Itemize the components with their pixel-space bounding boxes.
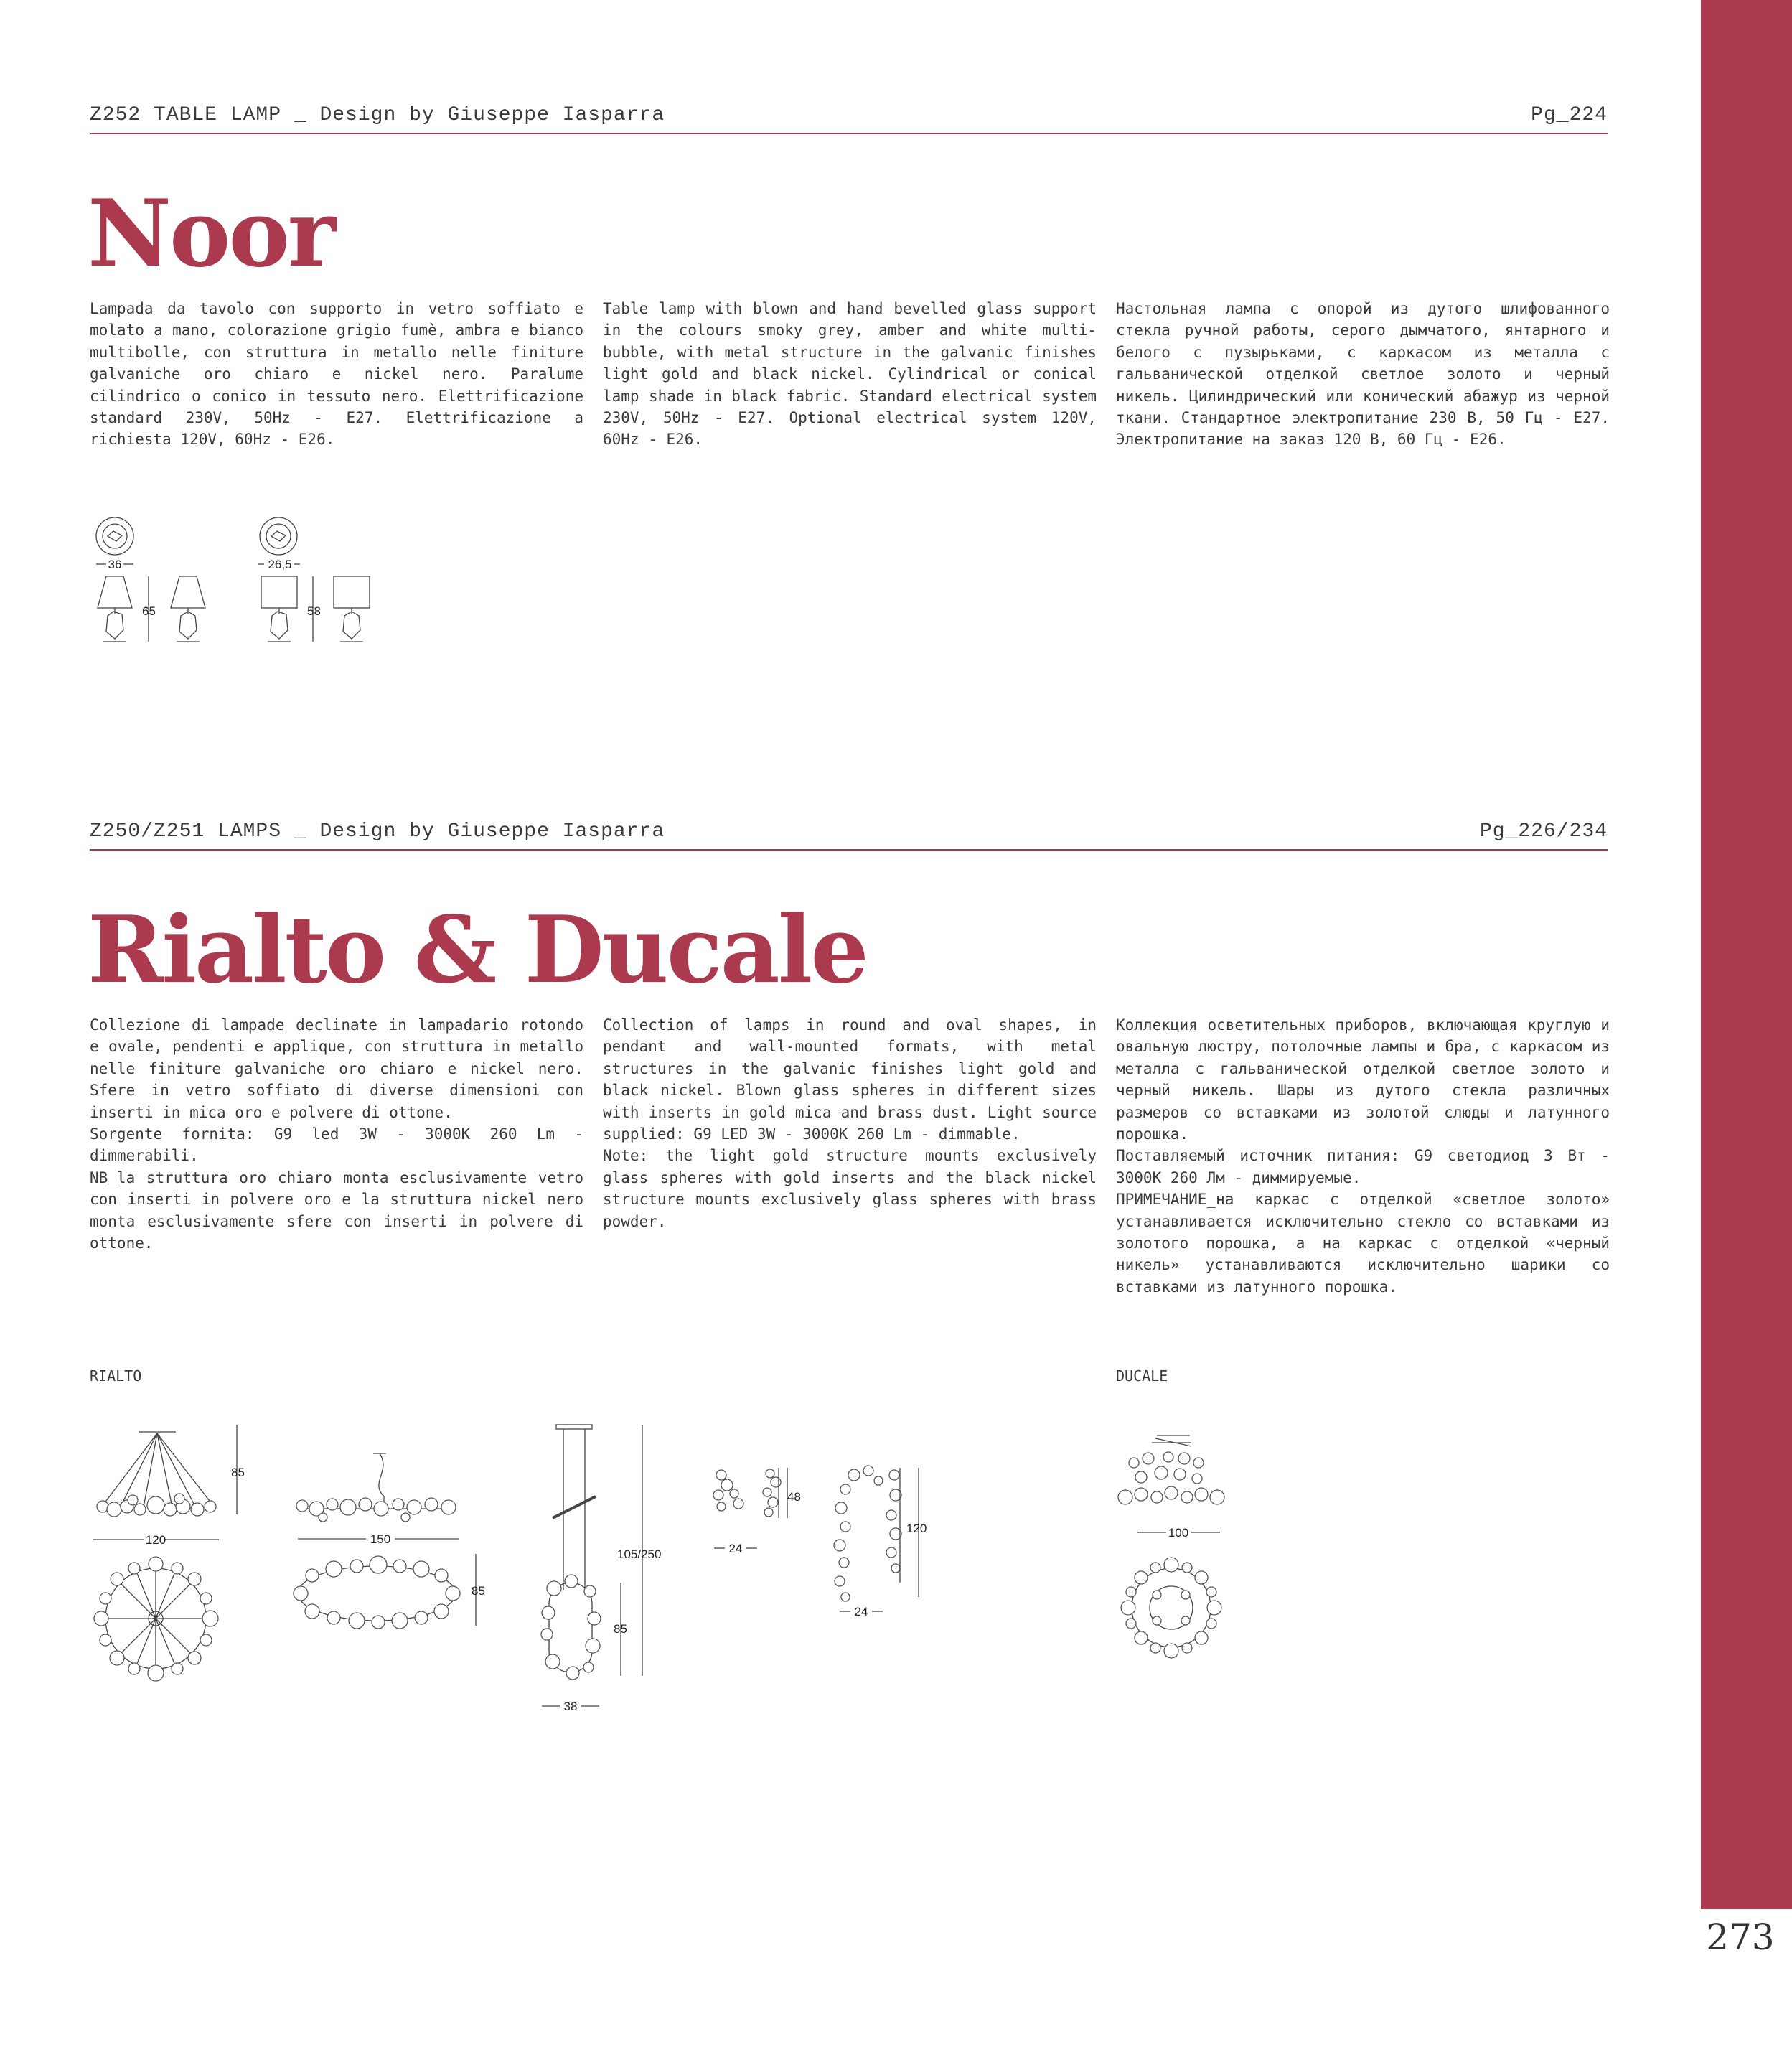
dim-wall-small-height: 48 [787,1490,801,1504]
paragraph: ПРИМЕЧАНИЕ_на каркас с отделкой «светлое золото» устанавливается исключительно стекло со вставками из золотого порошка, а на каркас с отделкой «черный никель» устанавливаются исключительно шарики со вставками из латунного порошка. [1116,1191,1610,1296]
description-russian [1116,1014,1610,1298]
header-product-code: Z252 TABLE LAMP _ Design by Giuseppe Iasparra [90,104,665,126]
product-title-noor: Noor [88,180,334,288]
paragraph: Collezione di lampade declinate in lampadario rotondo e ovale, pendenti e applique, con struttura in metallo nelle finiture galvaniche oro chiaro e nickel nero. Sfere in vetro soffiato di diverse dimensioni con inserti in mica oro e polvere di ottone. [90,1016,583,1121]
paragraph: Настольная лампа с опорой из дутого шлифованного стекла ручной работы, серого дымчатого, янтарного и белого с пузырьками, с каркасом из металла с гальванической отделкой светлое золото и черный никель. Цилиндрический или конический абажур из черной ткани. Стандартное электропитание 230 В, 50 Гц - E27. Электропитание на заказ 120 В, 60 Гц - E26. [1116,300,1610,449]
glass-spheres-icon [97,1494,216,1517]
rialto-round-chandelier-drawing [90,1418,255,1705]
cylinder-lamp-side-icon [334,576,370,642]
dim-conical-width: 36 [108,558,122,571]
dim-round-width: 120 [145,1533,166,1547]
rialto-small-wall-lamp-drawing [707,1461,807,1561]
dim-wall-large-width: 24 [854,1605,868,1619]
dim-cylinder-height: 58 [307,604,321,618]
rialto-pendant-drawing [531,1418,675,1719]
dim-pendant-drop: 105/250 [617,1547,662,1561]
dim-ducale-width: 100 [1168,1526,1189,1540]
description-italian [90,1014,583,1254]
wall-lamp-small-icon [713,1468,781,1518]
label-ducale: DUCALE [1116,1367,1168,1385]
description-russian [1116,298,1610,451]
conical-lamp-front-icon [98,576,132,642]
paragraph: Collection of lamps in round and oval shapes, in pendant and wall-mounted formats, with metal structures in the galvanic finishes light gold and black nickel. Blown glass spheres in different sizes with inserts in gold mica and brass dust. Light source supplied: G9 LED 3W - 3000K 260 Lm - dimmable. [603,1016,1097,1143]
paragraph: Note: the light gold structure mounts exclusively glass spheres with gold inserts and the black nickel structure mounts exclusively glass spheres with brass powder. [603,1147,1097,1230]
paragraph: Lampada da tavolo con supporto in vetro soffiato e molato a mano, colorazione grigio fumè, ambra e bianco multibolle, con struttura in metallo nelle finiture galvaniche oro chiaro e nickel nero. Paralume cilindrico o conico in tessuto nero. Elettrificazione standard 230V, 50Hz - E27. Elettrificazione a richiesta 120V, 60Hz - E26. [90,300,583,449]
ducale-sphere-cluster-icon [1118,1452,1224,1504]
section-header-noor [90,104,1608,134]
cylinder-lamp-front-icon [261,576,297,642]
glass-spheres-icon [296,1498,456,1522]
chandelier-arms-icon [104,1433,212,1507]
description-english [603,1014,1097,1232]
rialto-large-wall-lamp-drawing [825,1461,947,1626]
section-header-rialto-ducale [90,820,1608,851]
description-english [603,298,1097,451]
ducale-chandelier-drawing [1112,1428,1242,1665]
pendant-spheres-icon [541,1575,601,1680]
label-rialto: RIALTO [90,1367,142,1385]
rialto-oval-chandelier-drawing [291,1443,499,1644]
dim-oval-width: 150 [370,1532,391,1546]
page-number: 273 [1706,1916,1775,1958]
description-italian [90,298,583,451]
paragraph: Sorgente fornita: G9 led 3W - 3000K 260 Lm - dimmerabili. [90,1125,583,1165]
dim-round-height: 85 [231,1466,245,1479]
paragraph: Поставляемый источник питания: G9 светодиод 3 Вт - 3000K 260 Лм - диммируемые. [1116,1147,1610,1186]
dim-pendant-width: 38 [563,1700,578,1713]
dim-wall-large-height: 120 [906,1522,927,1535]
product-title-rialto-ducale: Rialto & Ducale [88,896,867,1004]
oval-plan-view-icon [294,1556,460,1629]
accent-sidebar [1701,0,1792,1909]
dim-wall-small-width: 24 [728,1542,743,1555]
noor-technical-drawing [86,510,388,653]
header-page-ref: Pg_224 [1531,104,1608,126]
cylinder-lamp-top-view-icon [260,517,297,555]
dim-conical-height: 65 [142,604,156,618]
dim-cylinder-width: 26,5 [268,558,292,571]
paragraph: Table lamp with blown and hand bevelled glass support in the colours smoky grey, amber and white multi-bubble, with metal structure in the galvanic finishes light gold and black nickel. Cylindrical or conical lamp shade in black fabric. Standard electrical system 230V, 50Hz - E27. Optional electrical system 120V, 60Hz - E26. [603,300,1097,449]
conical-lamp-top-view-icon [96,517,133,555]
wall-lamp-large-icon [834,1466,901,1601]
dim-oval-depth: 85 [472,1584,485,1598]
header-product-code: Z250/Z251 LAMPS _ Design by Giuseppe Iasparra [90,820,665,843]
paragraph: Коллекция осветительных приборов, включающая круглую и овальную люстру, потолочные лампы и бра, с каркасом из металла с гальванической отделкой светлое золото и черный никель. Шары из дутого стекла различных размеров со вставками из золотой слюды и латунного порошка. [1116,1016,1610,1143]
dim-pendant-height: 85 [614,1622,627,1636]
chandelier-plan-view-icon [94,1557,218,1681]
paragraph: NB_la struttura oro chiaro monta esclusivamente vetro con inserti in polvere oro e la struttura nickel nero monta esclusivamente sfere con inserti in polvere di ottone. [90,1168,583,1252]
ducale-plan-view-icon [1121,1558,1221,1658]
conical-lamp-side-icon [171,576,205,642]
header-page-ref: Pg_226/234 [1479,820,1608,843]
